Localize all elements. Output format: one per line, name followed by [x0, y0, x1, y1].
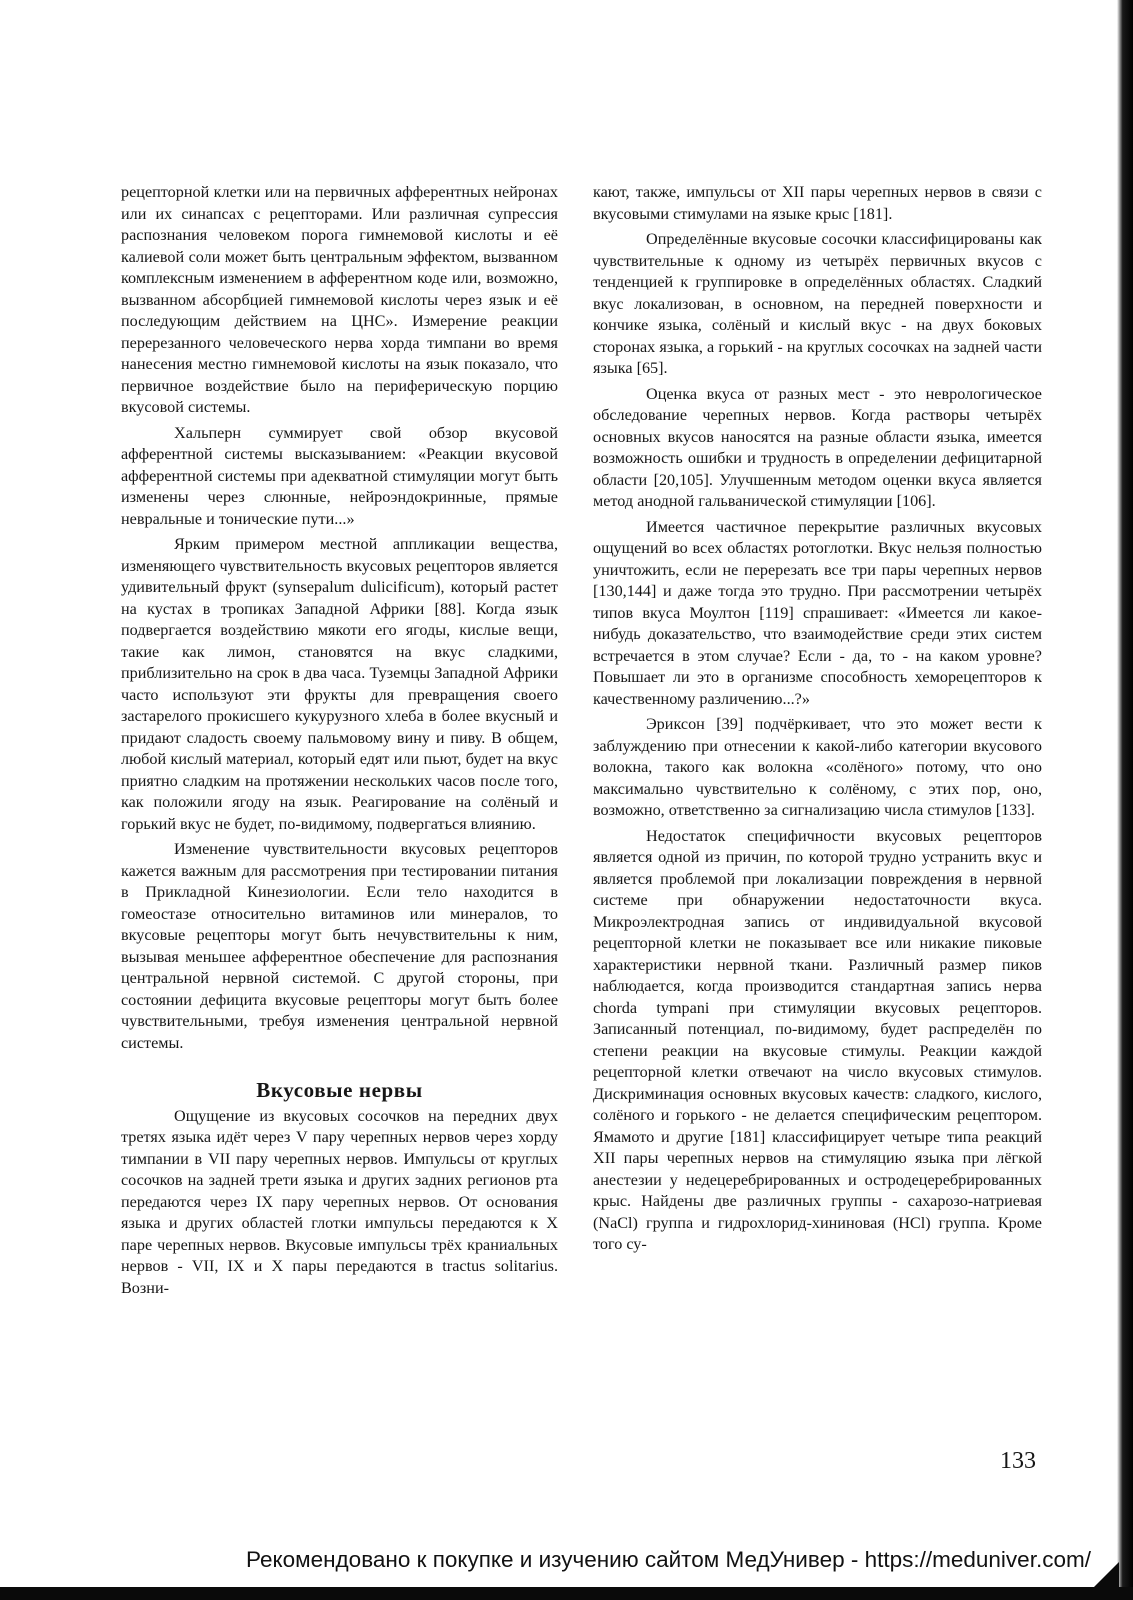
section-heading: Вкусовые нервы	[256, 1078, 423, 1102]
paragraph: Эриксон [39] подчёркивает, что это может вести к заблуждению при отнесении к какой-либо категории вкусового волокна, такого как волокна «солёного» потому, что оно максимально чувствительно к солёному, с этих пор, оно, возможно, ответственно за сигнализацию числа стимулов [133].	[593, 715, 1042, 819]
paragraph: Ярким примером местной аппликации вещества, изменяющего чувствительность вкусовых рецепторов является удивительный фрукт (synsepalum dulicificum), который растет на кустах в тропиках Западной Африки [88]. Когда язык подвергается воздействию мякоти его ягоды, кислые вещи, такие как лимон, становятся на вкус сладкими, приблизительно на срок в два часа. Туземцы Западной Африки часто используют эти фрукты для превращения своего застарелого прокисшего кукурузного хлеба в более вкусный и придают сладость своему пальмовому вину и пиву. В общем, любой кислый материал, который едят или пьют, будет на вкус приятно сладким на протяжении нескольких часов после того, как положили ягоду на язык. Реагирование на солёный и горький вкус не будет, по-видимому, подвергаться влиянию.	[121, 535, 558, 833]
page-number: 133	[1000, 1448, 1036, 1474]
paragraph: Хальперн суммирует свой обзор вкусовой афферентной системы высказыванием: «Реакции вкусовой афферентной системы при адекватной стимуляции могут быть изменены через слюнные, нейроэндокринные, прямые невральные и тонические пути...»	[121, 423, 558, 528]
scan-edge-shadow	[1117, 0, 1133, 1600]
paragraph: Недостаток специфичности вкусовых рецепторов является одной из причин, по которой трудно устранить вкус и является проблемой при локализации повреждения в нервной системе при обнаружении недостаточности вкуса. Микроэлектродная запись от индивидуальной вкусовой рецепторной клетки не показывает все или никакие пиковые характеристики нервной ткани. Различный размер пиков наблюдается, когда производится стандартная запись нерва chorda tympani при стимуляции вкусовых рецепторов. Записанный потенциал, по-видимому, будет распределён по степени реакции на вкусовые стимулы. Реакции каждой рецепторной клетки отвечают на число вкусовых стимулов. Дискриминация основных вкусовых качеств: сладкого, кислого, солёного и горького - не делается специфическим рецептором. Ямамото и другие [181] классифицирует четыре типа реакций XII пары черепных нервов на стимуляцию языка при лёгкой анестезии у недецеребрированных и остродецеребрированных крыс. Найдены две различных группы - сахарозо-натриевая (NaCl) группа и гидрохлорид-хининовая (HCl) группа. Кроме того су-	[593, 826, 1042, 1253]
paragraph: Ощущение из вкусовых сосочков на передних двух третях языка идёт через V пару черепных нервов через хорду тимпании в VII пару черепных нервов. Импульсы от круглых сосочков на задней трети языка и других задних регионов рта передаются через IX пару черепных нервов. От основания языка и других областей глотки импульсы передаются к X паре черепных нервов. Вкусовые импульсы трёх краниальных нервов - VII, IX и X пары передаются в tractus solitarius. Возни-	[121, 1106, 558, 1297]
footer-recommendation: Рекомендовано к покупке и изучению сайтом МедУнивер - https://meduniver.com/	[246, 1547, 1091, 1572]
paragraph: Оценка вкуса от разных мест - это неврологическое обследование черепных нервов. Когда растворы четырёх основных вкусов наносятся на разные области языка, имеется возможность ошибки и трудность в определении дефицитарной области [20,105]. Улучшенным методом оценки вкуса является метод анодной гальванической стимуляции [106].	[593, 384, 1042, 510]
paragraph: Определённые вкусовые сосочки классифицированы как чувствительные к одному из четырёх первичных вкусов с тенденцией к группировке в определённых областях. Сладкий вкус локализован, в основном, на передней поверхности и кончике языка, солёный и кислый вкус - на двух боковых сторонах языка, а горький - на круглых сосочках на задней части языка [65].	[593, 230, 1042, 377]
scan-corner-mark	[1093, 1562, 1119, 1588]
paragraph: кают, также, импульсы от XII пары черепных нервов в связи с вкусовыми стимулами на языке крыс [181].	[593, 183, 1042, 223]
right-column	[593, 182, 1042, 1260]
scan-bottom-border	[0, 1587, 1133, 1600]
left-column	[121, 182, 558, 1303]
paragraph: рецепторной клетки или на первичных афферентных нейронах или их синапсах с рецепторами. Или различная супрессия распознания человеком порога гимнемовой кислоты и её калиевой соли может быть центральным эффектом, вызванном комплексным изменением в афферентном коде или, возможно, вызванном абсорбцией гимнемовой кислоты через язык и её последующим действием на ЦНС». Измерение реакции перерезанного человеческого нерва хорда тимпани во время нанесения местно гимнемовой кислоты на язык показало, что первичное воздействие было на периферическую порцию вкусовой системы.	[121, 183, 558, 416]
paragraph: Изменение чувствительности вкусовых рецепторов кажется важным для рассмотрения при тестировании питания в Прикладной Кинезиологии. Если тело находится в гомеостазе относительно витаминов или минералов, то вкусовые рецепторы могут быть нечувствительны к ним, вызывая меньшее афферентное обеспечение для распознания центральной нервной системой. С другой стороны, при состоянии дефицита вкусовые рецепторы могут быть более чувствительными, требуя изменения центральной нервной системы.	[121, 840, 558, 1052]
paragraph: Имеется частичное перекрытие различных вкусовых ощущений во всех областях ротоглотки. Вкус нельзя полностью уничтожить, если не перерезать все три пары черепных нервов [130,144] и даже тогда это трудно. При рассмотрении четырёх типов вкуса Моултон [119] спрашивает: «Имеется ли какое-нибудь доказательство, что взаимодействие среди этих систем встречается в этом случае? Если - да, то - на каком уровне? Повышает ли это в организме способность хеморецепторов к качественному различению...?»	[593, 517, 1042, 708]
